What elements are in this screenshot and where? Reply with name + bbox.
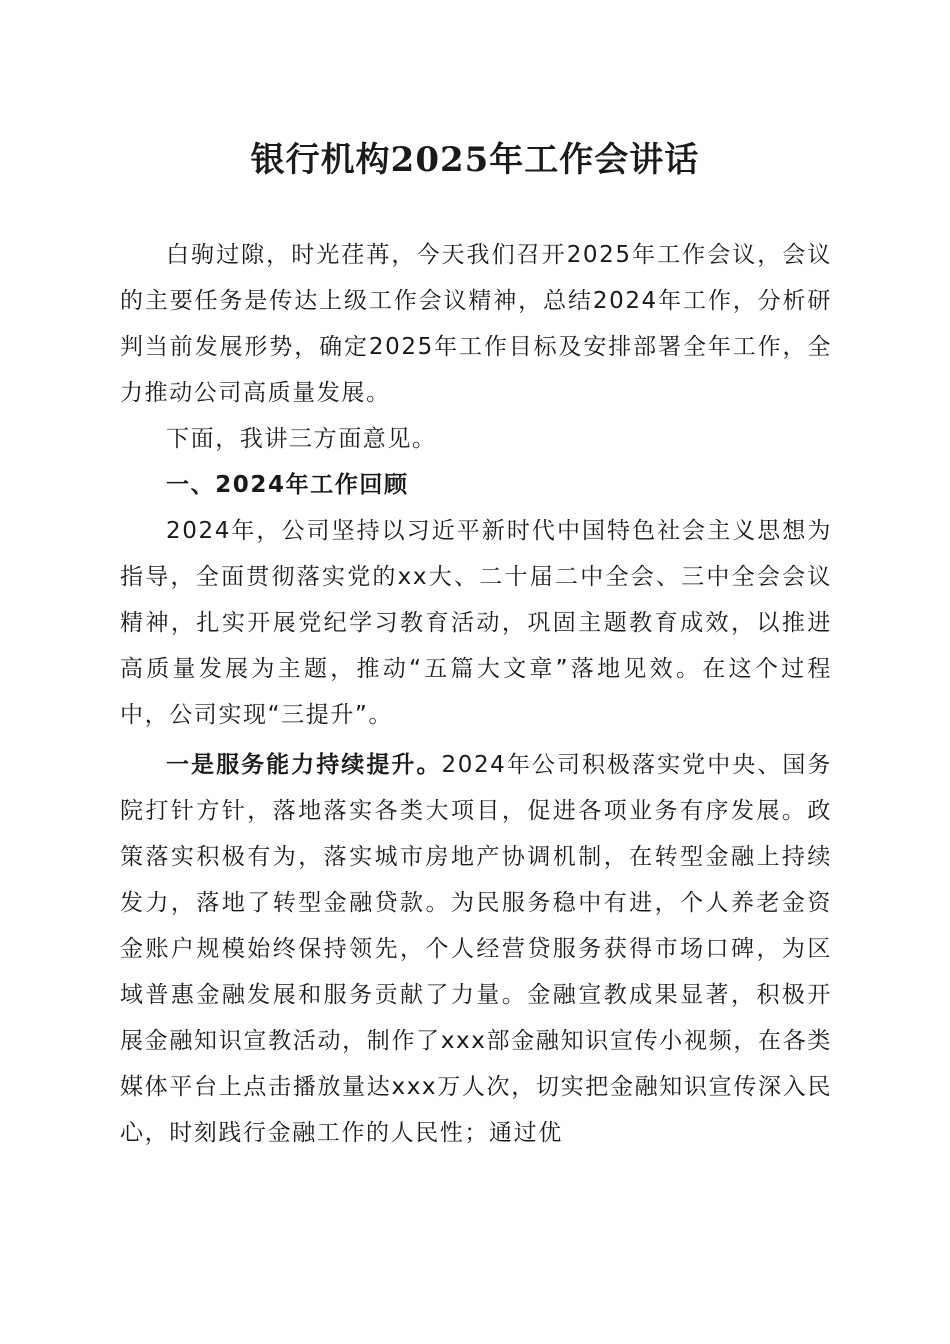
point-1-paragraph	[120, 742, 832, 1156]
intro-paragraph: 白驹过隙，时光荏苒，今天我们召开2025年工作会议，会议的主要任务是传达上级工作会议精神，总结2024年工作，分析研判当前发展形势，确定2025年工作目标及安排部署全年工作，全力推动公司高质量发展。	[120, 242, 832, 406]
section-1-summary: 2024年，公司坚持以习近平新时代中国特色社会主义思想为指导，全面贯彻落实党的xx大、二十届二中全会、三中全会会议精神，扎实开展党纪学习教育活动，巩固主题教育成效，以推进高质量发展为主题，推动“五篇大文章”落地见效。在这个过程中，公司实现“三提升”。	[120, 518, 832, 728]
transition-paragraph: 下面，我讲三方面意见。	[166, 426, 437, 452]
point-1-lead: 一是服务能力持续提升。	[166, 752, 442, 778]
point-1-body: 2024年公司积极落实党中央、国务院打针方针，落地落实各类大项目，促进各项业务有序发展。政策落实积极有为，落实城市房地产协调机制，在转型金融上持续发力，落地了转型金融贷款。为民服务稳中有进，个人养老金资金账户规模始终保持领先，个人经营贷服务获得市场口碑，为区域普惠金融发展和服务贡献了力量。金融宣教成果显著，积极开展金融知识宣教活动，制作了xxx部金融知识宣传小视频，在各类媒体平台上点击播放量达xxx万人次，切实把金融知识宣传深入民心，时刻践行金融工作的人民性；通过优	[120, 752, 832, 1146]
document-title: 银行机构2025年工作会讲话	[250, 140, 700, 180]
section-1-heading: 一、2024年工作回顾	[166, 472, 409, 498]
document-body	[120, 232, 832, 1156]
